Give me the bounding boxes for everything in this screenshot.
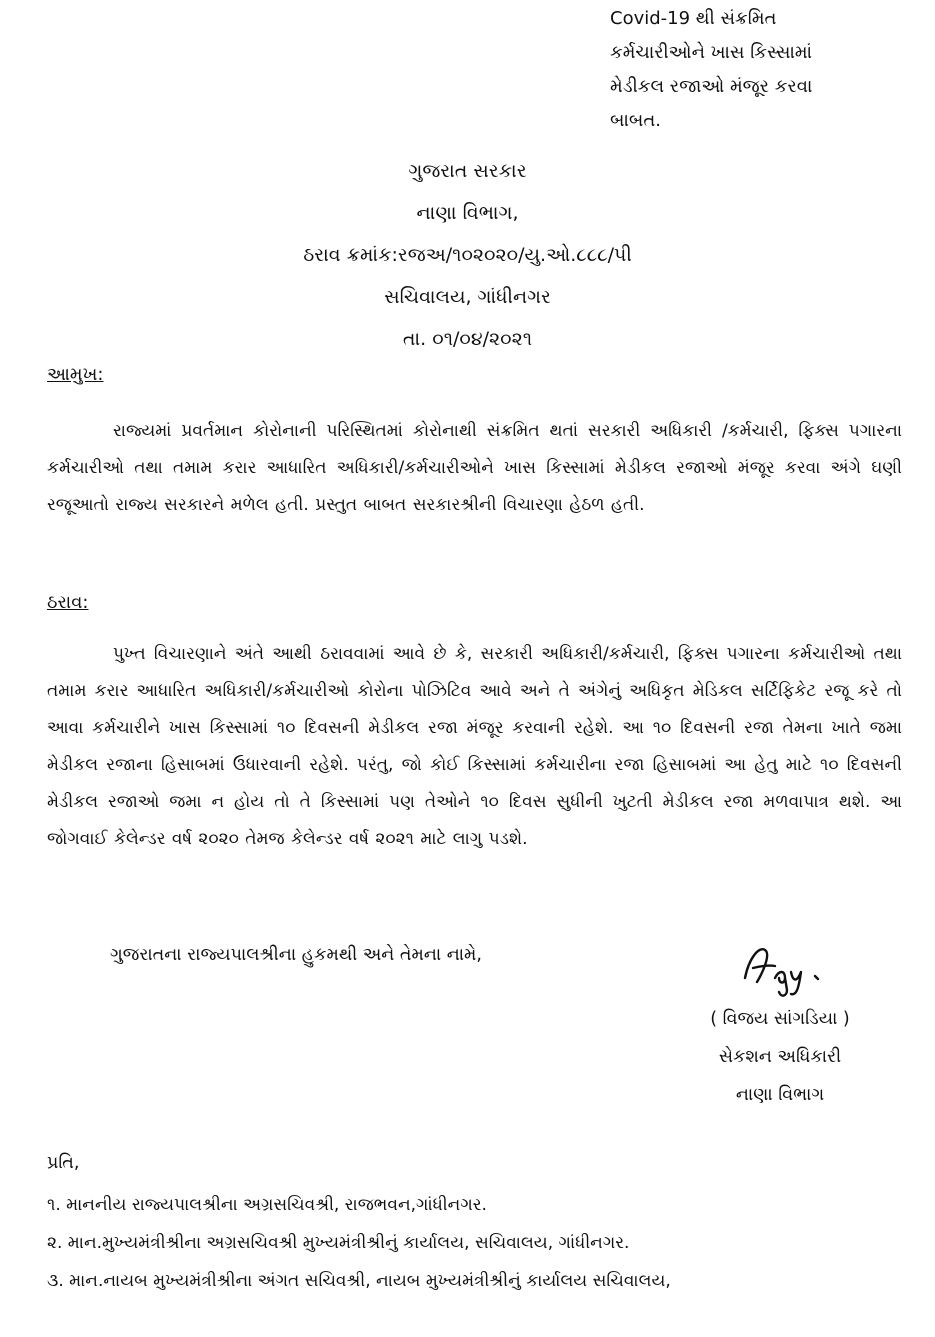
government-name: ગુજરાત સરકાર	[408, 160, 527, 182]
list-item: ૩. માન.નાયબ મુખ્યમંત્રીશ્રીના અંગત સચિવશ્રી, નાયબ મુખ્યમંત્રીશ્રીનું કાર્યાલય સચિવાલય,	[47, 1271, 671, 1291]
signatory-designation: સેકશન અધિકારી	[718, 1047, 842, 1067]
document-date: તા. ૦૧/૦૪/૨૦૨૧	[402, 328, 533, 350]
preamble-heading: આમુખ:	[47, 364, 104, 385]
distribution-list	[47, 1186, 671, 1300]
document-header	[0, 150, 935, 360]
closing-line: ગુજરાતના રાજ્યપાલશ્રીના હુકમથી અને તેમના નામે,	[110, 945, 482, 965]
list-item: ૨. માન.મુખ્યમંત્રીશ્રીના અગ્રસચિવશ્રી મુખ્યમંત્રીશ્રીનું કાર્યાલય, સચિવાલય, ગાંધીનગર.	[47, 1233, 630, 1253]
subject-line: મેડીકલ રજાઓ મંજૂર કરવા	[610, 76, 813, 97]
signatory-name: ( વિજય સાંગડિયા )	[710, 1009, 850, 1029]
resolution-heading: ઠરાવ:	[47, 592, 89, 613]
subject-line: બાબત.	[610, 110, 661, 131]
subject-line: Covid-19 થી સંક્રમિત	[610, 8, 777, 29]
subject-block	[610, 2, 812, 138]
preamble-paragraph: રાજ્યમાં પ્રવર્તમાન કોરોનાની પરિસ્થિતમાં કોરોનાથી સંક્રમિત થતાં સરકારી અધિકારી /કર્મચારી, ફિક્સ પગારના કર્મચારીઓ તથા તમામ કરાર આધારિત અધિકારી/કર્મચારીઓને ખાસ કિસ્સામાં મેડીકલ રજાઓ મંજૂર કરવા અંગે ઘણી રજૂઆતો રાજ્ય સરકારને મળેલ હતી. પ્રસ્તુત બાબત સરકારશ્રીની વિચારણા હેઠળ હતી.	[47, 421, 902, 515]
signatory-department: નાણા વિભાગ	[735, 1085, 825, 1105]
signatory-block	[645, 1000, 915, 1114]
list-item: ૧. માનનીય રાજ્યપાલશ્રીના અગ્રસચિવશ્રી, રાજભવન,ગાંધીનગર.	[47, 1195, 487, 1215]
office-location: સચિવાલય, ગાંધીનગર	[384, 286, 551, 308]
signature-image	[735, 938, 845, 1000]
resolution-paragraph: પુખ્ત વિચારણાને અંતે આથી ઠરાવવામાં આવે છે કે, સરકારી અધિકારી/કર્મચારી, ફિક્સ પગારના કર્મચારીઓ તથા તમામ કરાર આધારિત અધિકારી/કર્મચારીઓ કોરોના પોઝિટિવ આવે અને તે અંગેનું અધિકૃત મેડિકલ સર્ટિફિકેટ રજૂ કરે તો આવા કર્મચારીને ખાસ કિસ્સામાં ૧૦ દિવસની મેડીકલ રજા મંજૂર કરવાની રહેશે. આ ૧૦ દિવસની રજા તેમના ખાતે જમા મેડીકલ રજાના હિસાબમાં ઉધારવાની રહેશે. પરંતુ, જો કોઈ કિસ્સામાં કર્મચારીના રજા હિસાબમાં આ હેતુ માટે ૧૦ દિવસની મેડીકલ રજાઓ જમા ન હોય તો તે કિસ્સામાં પણ તેઓને ૧૦ દિવસ સુધીની ખુટતી મેડીકલ રજા મળવાપાત્ર થશે. આ જોગવાઈ કેલેન્ડર વર્ષ ૨૦૨૦ તેમજ કેલેન્ડર વર્ષ ૨૦૨૧ માટે લાગુ પડશે.	[47, 644, 902, 849]
resolution-number: ઠરાવ ક્રમાંક:રજઅ/૧૦૨૦૨૦/યુ.ઓ.૮૮૮/પી	[303, 244, 632, 266]
distribution-label: પ્રતિ,	[47, 1153, 80, 1173]
subject-line: કર્મચારીઓને ખાસ કિસ્સામાં	[610, 42, 813, 63]
department-name: નાણા વિભાગ,	[416, 202, 519, 224]
